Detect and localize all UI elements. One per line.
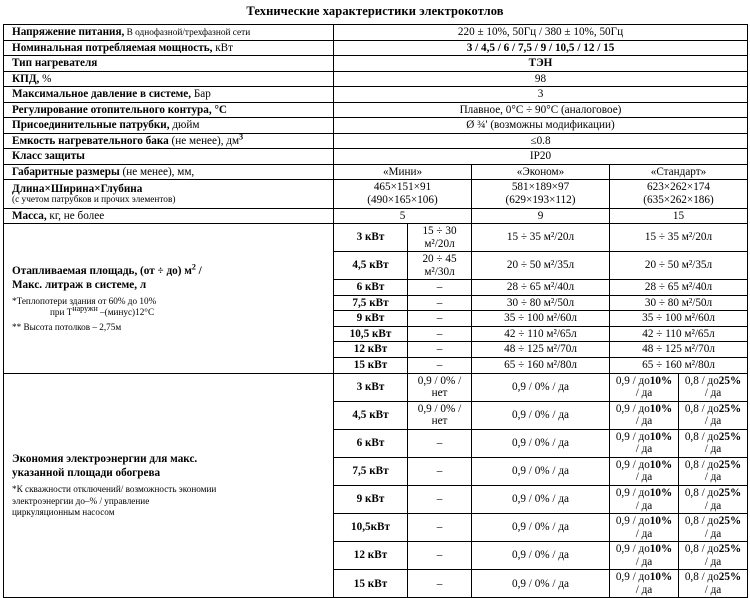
area-mini-5: –	[408, 311, 472, 327]
saving-standart-b-4-post: / да	[704, 471, 722, 484]
area-econom-7: 48 ÷ 125 м²/70л	[472, 342, 610, 358]
saving-standart-a-1-pct: 10%	[649, 374, 673, 387]
label-max-pressure-bold: Максимальное давление в системе,	[12, 88, 192, 101]
label-dimensions-header-bold: Габаритные размеры	[12, 165, 120, 178]
table-row-power	[4, 40, 748, 56]
saving-standart-b-2-post: / да	[704, 415, 722, 428]
saving-standart-b-2-pct: 25%	[718, 402, 742, 415]
area-mini-6: –	[408, 326, 472, 342]
label-max-pressure	[4, 87, 334, 103]
saving-standart-b-5	[679, 485, 748, 513]
saving-mini-8: –	[408, 570, 472, 598]
saving-mini-6: –	[408, 514, 472, 542]
saving-standart-b-5-pre: 0,8 / до	[684, 486, 719, 499]
area-kw-8: 15 кВт	[334, 358, 408, 374]
area-econom-1: 15 ÷ 35 м²/20л	[472, 224, 610, 252]
value-regulation: Плавное, 0°С ÷ 90°С (аналоговое)	[334, 102, 748, 118]
table-row-max-pressure	[4, 87, 748, 103]
heated-area-note2-sub: наружн	[72, 304, 98, 314]
table-row-heater-type	[4, 56, 748, 72]
saving-standart-a-3-pre: 0,9 / до	[615, 430, 650, 443]
value-heater-type: ТЭН	[334, 56, 748, 72]
value-dimensions-standart-alt: (635×262×186)	[643, 194, 714, 207]
value-mass-mini: 5	[334, 208, 472, 224]
saving-standart-b-8-post: / да	[704, 583, 722, 596]
area-mini-7: –	[408, 342, 472, 358]
saving-standart-a-5-pct: 10%	[649, 486, 673, 499]
label-dimensions-note: (с учетом патрубков и прочих элементов)	[12, 195, 176, 206]
label-mass-bold: Масса,	[12, 209, 47, 222]
value-efficiency: 98	[334, 71, 748, 87]
area-econom-5: 35 ÷ 100 м²/60л	[472, 311, 610, 327]
label-energy-saving	[4, 373, 334, 598]
heated-area-note1: *Теплопотери здания от 60% до 10%	[12, 295, 157, 306]
energy-saving-title-line2: указанной площади обогрева	[12, 467, 161, 480]
saving-standart-a-8-pct: 10%	[649, 571, 673, 584]
saving-standart-b-7-pct: 25%	[718, 543, 742, 556]
heated-area-note2-a: при Т	[50, 307, 73, 318]
saving-standart-a-1	[610, 373, 679, 401]
value-fittings: Ø ¾' (возможны модификации)	[334, 118, 748, 134]
saving-standart-a-6-pct: 10%	[649, 515, 673, 528]
saving-standart-a-4	[610, 457, 679, 485]
label-regulation: Регулирование отопительного контура, °С	[4, 102, 334, 118]
area-econom-6: 42 ÷ 110 м²/65л	[472, 326, 610, 342]
label-power	[4, 40, 334, 56]
table-row-fittings	[4, 118, 748, 134]
area-mini-2: 20 ÷ 45 м²/30л	[408, 252, 472, 280]
area-mini-8: –	[408, 358, 472, 374]
saving-econom-7: 0,9 / 0% / да	[472, 542, 610, 570]
saving-standart-b-7-pre: 0,8 / до	[684, 543, 719, 556]
value-dimensions-econom-alt: (629×193×112)	[505, 194, 576, 207]
label-dimensions-header-norm: (не менее), мм,	[119, 165, 195, 178]
label-heated-area	[4, 224, 334, 373]
area-standart-7: 48 ÷ 125 м²/70л	[610, 342, 748, 358]
saving-standart-a-5-post: / да	[635, 499, 653, 512]
area-econom-4: 30 ÷ 80 м²/50л	[472, 295, 610, 311]
saving-standart-b-5-post: / да	[704, 499, 722, 512]
area-econom-8: 65 ÷ 160 м²/80л	[472, 358, 610, 374]
saving-econom-5: 0,9 / 0% / да	[472, 485, 610, 513]
saving-standart-b-2	[679, 401, 748, 429]
saving-standart-b-4	[679, 457, 748, 485]
label-tank-volume-sup: 3	[239, 132, 244, 142]
energy-saving-note3: циркуляционным насосом	[12, 507, 115, 518]
saving-standart-b-3-post: / да	[704, 443, 722, 456]
value-power: 3 / 4,5 / 6 / 7,5 / 9 / 10,5 / 12 / 15	[334, 40, 748, 56]
value-dimensions-mini-alt: (490×165×106)	[367, 194, 438, 207]
area-mini-1: 15 ÷ 30 м²/20л	[408, 224, 472, 252]
saving-standart-b-6-pct: 25%	[718, 515, 742, 528]
saving-standart-b-1-post: / да	[704, 387, 722, 400]
saving-mini-4: –	[408, 457, 472, 485]
saving-standart-a-3-pct: 10%	[649, 430, 673, 443]
saving-mini-5: –	[408, 485, 472, 513]
saving-standart-b-1	[679, 373, 748, 401]
saving-mini-3: –	[408, 429, 472, 457]
value-dimensions-mini	[334, 180, 472, 208]
value-dimensions-mini-main: 465×151×91	[373, 181, 432, 194]
specifications-table	[3, 24, 748, 598]
area-econom-2: 20 ÷ 50 м²/35л	[472, 252, 610, 280]
saving-mini-1: 0,9 / 0% / нет	[408, 373, 472, 401]
saving-standart-a-4-post: / да	[635, 471, 653, 484]
saving-kw-8: 15 кВт	[334, 570, 408, 598]
table-row-regulation	[4, 102, 748, 118]
value-tank-volume: ≤0.8	[334, 133, 748, 149]
page-title: Технические характеристики электрокотлов	[246, 4, 504, 18]
saving-standart-a-2	[610, 401, 679, 429]
heated-area-title-tail: /	[195, 264, 202, 277]
area-kw-4: 7,5 кВт	[334, 295, 408, 311]
area-kw-2: 4,5 кВт	[334, 252, 408, 280]
area-kw-6: 10,5 кВт	[334, 326, 408, 342]
saving-econom-2: 0,9 / 0% / да	[472, 401, 610, 429]
label-fittings-bold: Присоединительные патрубки,	[12, 119, 170, 132]
saving-standart-a-3-post: / да	[635, 443, 653, 456]
label-voltage	[4, 25, 334, 41]
label-voltage-bold: Напряжение питания,	[12, 26, 125, 38]
table-row-tank-volume	[4, 133, 748, 149]
saving-econom-3: 0,9 / 0% / да	[472, 429, 610, 457]
label-fittings-norm: дюйм	[169, 119, 200, 132]
saving-standart-a-6	[610, 514, 679, 542]
area-standart-5: 35 ÷ 100 м²/60л	[610, 311, 748, 327]
saving-kw-3: 6 кВт	[334, 429, 408, 457]
saving-standart-b-1-pre: 0,8 / до	[684, 374, 719, 387]
model-econom-header: «Эконом»	[472, 164, 610, 180]
label-efficiency	[4, 71, 334, 87]
area-mini-4: –	[408, 295, 472, 311]
model-standart-header: «Стандарт»	[610, 164, 748, 180]
saving-standart-b-5-pct: 25%	[718, 486, 742, 499]
saving-standart-a-2-post: / да	[635, 415, 653, 428]
saving-standart-b-1-pct: 25%	[718, 374, 742, 387]
saving-standart-b-6-pre: 0,8 / до	[684, 515, 719, 528]
saving-econom-6: 0,9 / 0% / да	[472, 514, 610, 542]
saving-standart-b-3-pre: 0,8 / до	[684, 430, 719, 443]
label-heater-type: Тип нагревателя	[4, 56, 334, 72]
label-dimensions-header	[4, 164, 334, 180]
value-voltage: 220 ± 10%, 50Гц / 380 ± 10%, 50Гц	[334, 25, 748, 41]
area-mini-3: –	[408, 280, 472, 296]
saving-standart-a-5	[610, 485, 679, 513]
saving-standart-a-4-pre: 0,9 / до	[615, 458, 650, 471]
heated-area-title-line1	[12, 261, 329, 278]
label-protection: Класс защиты	[4, 149, 334, 165]
table-row-efficiency	[4, 71, 748, 87]
table-row-area-1	[4, 224, 748, 252]
label-max-pressure-norm: Бар	[191, 88, 211, 101]
saving-standart-a-4-pct: 10%	[649, 458, 673, 471]
heated-area-title-text: Отапливаемая площадь, (от ÷ до) м	[12, 264, 192, 277]
label-power-bold: Номинальная потребляемая мощность,	[12, 41, 213, 54]
saving-standart-a-6-post: / да	[635, 527, 653, 540]
energy-saving-notes	[12, 484, 329, 519]
saving-mini-2: 0,9 / 0% / нет	[408, 401, 472, 429]
label-fittings	[4, 118, 334, 134]
saving-standart-a-7-pct: 10%	[649, 543, 673, 556]
saving-standart-b-7-post: / да	[704, 555, 722, 568]
saving-standart-b-8-pct: 25%	[718, 571, 742, 584]
saving-kw-6: 10,5кВт	[334, 514, 408, 542]
area-kw-1: 3 кВт	[334, 224, 408, 252]
table-row-mass	[4, 208, 748, 224]
saving-standart-b-3-pct: 25%	[718, 430, 742, 443]
saving-standart-b-8	[679, 570, 748, 598]
saving-standart-a-2-pct: 10%	[649, 402, 673, 415]
heated-area-notes	[12, 296, 329, 334]
saving-standart-b-6	[679, 514, 748, 542]
area-kw-3: 6 кВт	[334, 280, 408, 296]
energy-saving-note2: электроэнергии до–% / управление	[12, 495, 150, 506]
area-standart-1: 15 ÷ 35 м²/20л	[610, 224, 748, 252]
label-efficiency-bold: КПД,	[12, 72, 40, 85]
value-protection: IP20	[334, 149, 748, 165]
saving-kw-1: 3 кВт	[334, 373, 408, 401]
saving-mini-7: –	[408, 542, 472, 570]
label-voltage-norm: В однофазной/трехфазной сети	[124, 28, 251, 38]
heated-area-title-line2: Макс. литраж в системе, л	[12, 278, 147, 291]
heated-area-title-sup: 2	[191, 261, 196, 271]
saving-kw-2: 4,5 кВт	[334, 401, 408, 429]
value-mass-econom: 9	[472, 208, 610, 224]
label-mass	[4, 208, 334, 224]
label-tank-volume	[4, 133, 334, 149]
model-mini-header: «Мини»	[334, 164, 472, 180]
heated-area-note2-b: –(минус)12°С	[97, 307, 155, 318]
saving-standart-a-7-pre: 0,9 / до	[615, 543, 650, 556]
saving-standart-a-1-pre: 0,9 / до	[615, 374, 650, 387]
label-tank-volume-bold: Емкость нагревательного бака	[12, 134, 169, 147]
saving-standart-b-3	[679, 429, 748, 457]
area-kw-7: 12 кВт	[334, 342, 408, 358]
saving-econom-4: 0,9 / 0% / да	[472, 457, 610, 485]
label-efficiency-norm: %	[39, 72, 52, 85]
table-row-saving-1	[4, 373, 748, 401]
saving-econom-8: 0,9 / 0% / да	[472, 570, 610, 598]
saving-standart-a-7	[610, 542, 679, 570]
energy-saving-note1: *К скважности отключений/ возможность экономии	[12, 484, 217, 495]
value-max-pressure: 3	[334, 87, 748, 103]
area-standart-2: 20 ÷ 50 м²/35л	[610, 252, 748, 280]
area-econom-3: 28 ÷ 65 м²/40л	[472, 280, 610, 296]
saving-standart-a-2-pre: 0,9 / до	[615, 402, 650, 415]
heated-area-note2	[12, 304, 329, 319]
area-standart-4: 30 ÷ 80 м²/50л	[610, 295, 748, 311]
label-dimensions-bold: Длина×Ширина×Глубина	[12, 182, 143, 195]
saving-standart-a-5-pre: 0,9 / до	[615, 486, 650, 499]
value-dimensions-standart-main: 623×262×174	[647, 181, 710, 194]
heated-area-note3: ** Высота потолков – 2,75м	[12, 321, 122, 332]
saving-kw-4: 7,5 кВт	[334, 457, 408, 485]
saving-standart-b-2-pre: 0,8 / до	[684, 402, 719, 415]
saving-standart-a-8-pre: 0,9 / до	[615, 571, 650, 584]
label-power-norm: кВт	[212, 41, 233, 54]
saving-standart-b-4-pre: 0,8 / до	[684, 458, 719, 471]
saving-standart-b-6-post: / да	[704, 527, 722, 540]
saving-standart-a-7-post: / да	[635, 555, 653, 568]
value-dimensions-econom	[472, 180, 610, 208]
saving-kw-7: 12 кВт	[334, 542, 408, 570]
saving-econom-1: 0,9 / 0% / да	[472, 373, 610, 401]
label-tank-volume-norm: (не менее), дм	[168, 134, 240, 147]
area-kw-5: 9 кВт	[334, 311, 408, 327]
label-mass-norm: кг, не более	[46, 209, 105, 222]
energy-saving-title-line1: Экономия электроэнергии для макс.	[12, 453, 198, 466]
area-standart-3: 28 ÷ 65 м²/40л	[610, 280, 748, 296]
saving-standart-a-6-pre: 0,9 / до	[615, 515, 650, 528]
saving-kw-5: 9 кВт	[334, 485, 408, 513]
saving-standart-b-4-pct: 25%	[718, 458, 742, 471]
value-mass-standart: 15	[610, 208, 748, 224]
saving-standart-b-8-pre: 0,8 / до	[684, 571, 719, 584]
label-dimensions	[4, 180, 334, 208]
value-dimensions-econom-main: 581×189×97	[511, 181, 570, 194]
value-dimensions-standart	[610, 180, 748, 208]
area-standart-8: 65 ÷ 160 м²/80л	[610, 358, 748, 374]
saving-standart-a-1-post: / да	[635, 387, 653, 400]
area-standart-6: 42 ÷ 110 м²/65л	[610, 326, 748, 342]
table-row-voltage	[4, 25, 748, 41]
table-row-protection	[4, 149, 748, 165]
saving-standart-a-3	[610, 429, 679, 457]
table-row-dimensions	[4, 180, 748, 208]
table-row-dimensions-header	[4, 164, 748, 180]
saving-standart-a-8-post: / да	[635, 583, 653, 596]
saving-standart-a-8	[610, 570, 679, 598]
saving-standart-b-7	[679, 542, 748, 570]
